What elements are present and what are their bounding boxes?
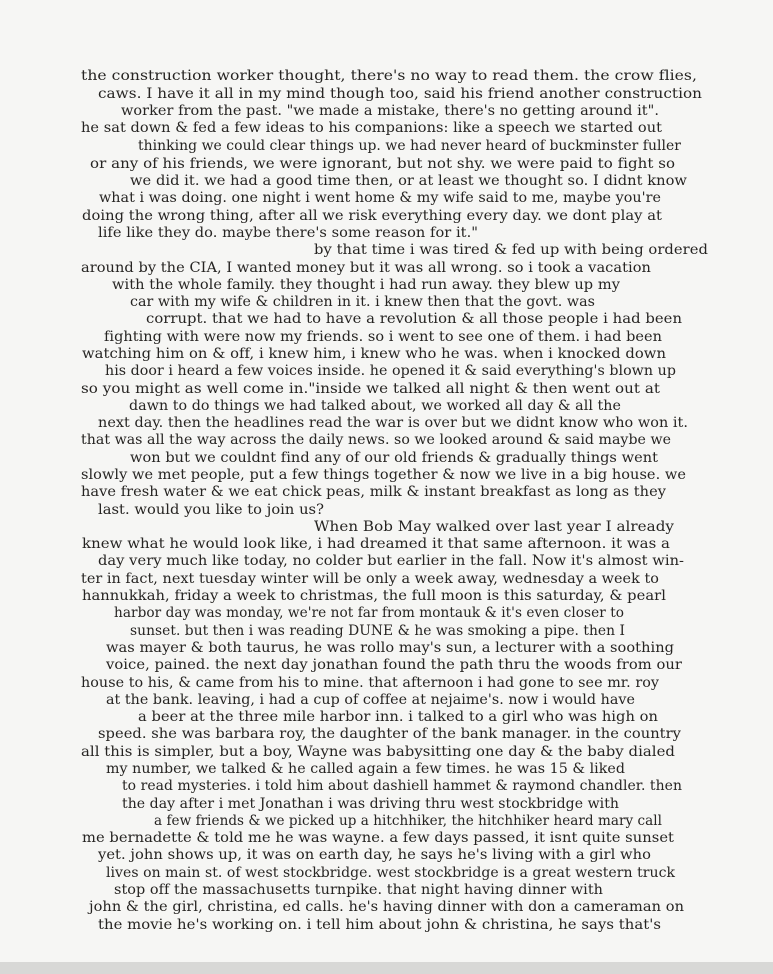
text-line: me bernadette & told me he was wayne. a few days passed, it isnt quite sunset (82, 830, 675, 846)
text-line: slowly we met people, put a few things together & now we live in a big house. we (81, 467, 686, 483)
text-line: dawn to do things we had talked about, we worked all day & all the (129, 398, 621, 414)
text-line: last. would you like to join us? (98, 502, 325, 518)
text-line: all this is simpler, but a boy, Wayne was babysitting one day & the baby dialed (81, 744, 676, 760)
text-line: ter in fact, next tuesday winter will be only a week away, wednesday a week to (81, 571, 659, 587)
text-line: lives on main st. of west stockbridge. west stockbridge is a great western truck (106, 865, 676, 881)
text-line: fighting with were now my friends. so i went to see one of them. i had been (104, 329, 663, 345)
text-line: have fresh water & we eat chick peas, milk & instant breakfast as long as they (81, 484, 666, 500)
text-line: harbor day was monday, we're not far from montauk & it's even closer to (114, 605, 624, 621)
text-line: won but we couldnt find any of our old friends & gradually things went (130, 450, 659, 466)
text-line: speed. she was barbara roy, the daughter of the bank manager. in the country (98, 726, 681, 742)
text-line: house to his, & came from his to mine. that afternoon i had gone to see mr. roy (81, 675, 660, 691)
text-line: john & the girl, christina, ed calls. he's having dinner with don a cameraman on (89, 899, 685, 915)
text-line: that was all the way across the daily news. so we looked around & said maybe we (81, 432, 672, 448)
text-line: life like they do. maybe there's some reason for it." (98, 225, 479, 241)
text-line: his door i heard a few voices inside. he opened it & said everything's blown up (105, 363, 676, 379)
text-line: or any of his friends, we were ignorant, but not shy. we were paid to fight so (90, 156, 676, 172)
text-line: with the whole family. they thought i had run away. they blew up my (112, 277, 620, 293)
page-edge (0, 962, 773, 974)
text-line: thinking we could clear things up. we had never heard of buckminster fuller (138, 138, 681, 154)
text-line: car with my wife & children in it. i knew then that the govt. was (130, 294, 595, 310)
text-line: yet. john shows up, it was on earth day, he says he's living with a girl who (98, 847, 651, 863)
text-line: stop off the massachusetts turnpike. that night having dinner with (114, 882, 604, 898)
text-line: was mayer & both taurus, he was rollo may's sun, a lecturer with a soothing (106, 640, 675, 656)
text-line: a few friends & we picked up a hitchhiker, the hitchhiker heard mary call (154, 813, 663, 829)
text-line: When Bob May walked over last year I already (314, 519, 674, 535)
text-line: hannukkah, friday a week to christmas, the full moon is this saturday, & pearl (82, 588, 666, 604)
text-line: at the bank. leaving, i had a cup of coffee at nejaime's. now i would have (106, 692, 635, 708)
text-line: a beer at the three mile harbor inn. i talked to a girl who was high on (138, 709, 659, 725)
text-line: day very much like today, no colder but earlier in the fall. Now it's almost win- (98, 553, 685, 569)
text-line: doing the wrong thing, after all we risk everything every day. we dont play at (82, 208, 662, 224)
text-line: voice, pained. the next day jonathan found the path thru the woods from our (106, 657, 682, 673)
text-line: around by the CIA, I wanted money but it was all wrong. so i took a vacation (81, 260, 651, 276)
text-line: corrupt. that we had to have a revolution & all those people i had been (146, 311, 683, 327)
text-line: watching him on & off, i knew him, i knew who he was. when i knocked down (82, 346, 667, 362)
text-line: worker from the past. "we made a mistake, there's no getting around it". (121, 103, 659, 119)
text-line: my number, we talked & he called again a few times. he was 15 & liked (106, 761, 626, 777)
text-line: what i was doing. one night i went home & my wife said to me, maybe you're (99, 190, 661, 206)
text-line: to read mysteries. i told him about dashiell hammet & raymond chandler. then (122, 778, 682, 794)
text-line: next day. then the headlines read the war is over but we didnt know who won it. (98, 415, 689, 431)
text-line: so you might as well come in."inside we talked all night & then went out at (81, 381, 660, 397)
text-line: sunset. but then i was reading DUNE & he was smoking a pipe. then I (130, 623, 626, 639)
text-line: by that time i was tired & fed up with being ordered (314, 242, 709, 258)
text-line: we did it. we had a good time then, or at least we thought so. I didnt know (130, 173, 687, 189)
text-line: caws. I have it all in my mind though too, said his friend another construction (98, 86, 703, 102)
text-line: the movie he's working on. i tell him about john & christina, he says that's (98, 917, 662, 933)
text-line: knew what he would look like, i had dreamed it that same afternoon. it was a (82, 536, 671, 552)
text-line: the construction worker thought, there's no way to read them. the crow flies, (81, 68, 697, 84)
text-line: he sat down & fed a few ideas to his companions: like a speech we started out (81, 120, 663, 136)
text-line: the day after i met Jonathan i was driving thru west stockbridge with (122, 796, 620, 812)
